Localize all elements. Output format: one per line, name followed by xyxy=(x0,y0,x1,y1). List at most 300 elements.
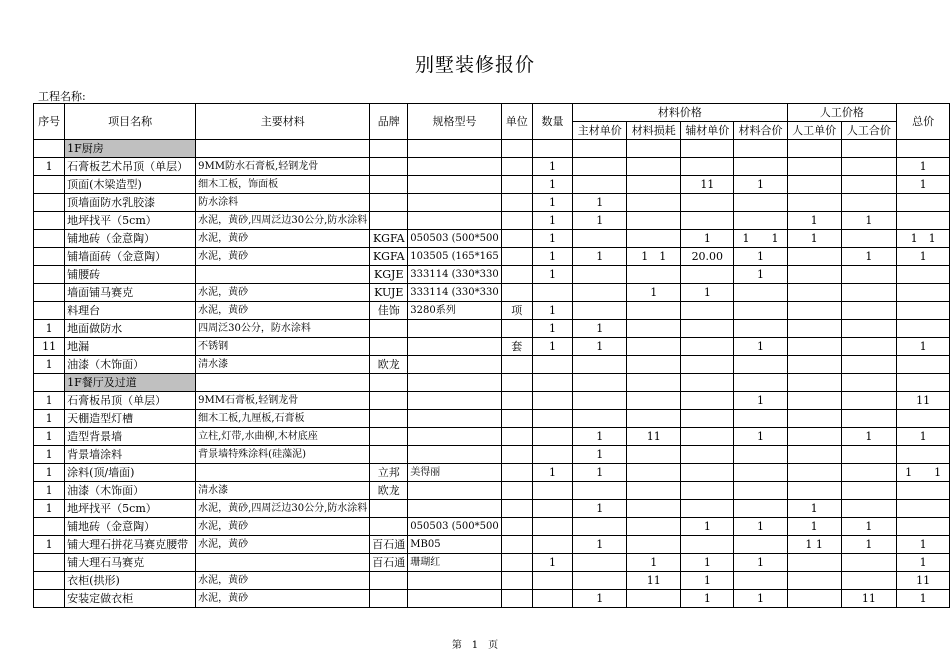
cell-labor-price xyxy=(787,338,841,356)
cell-material-loss xyxy=(627,302,681,320)
cell-seq xyxy=(34,572,65,590)
cell-item-name: 墙面铺马赛克 xyxy=(65,284,196,302)
cell-aux-material-price xyxy=(681,194,734,212)
cell-seq: 1 xyxy=(34,320,65,338)
cell-item-name: 造型背景墙 xyxy=(65,428,196,446)
cell-labor-subtotal xyxy=(841,140,897,158)
cell-material-subtotal xyxy=(734,464,787,482)
cell-labor-price xyxy=(787,140,841,158)
cell-aux-material-price xyxy=(681,536,734,554)
header-seq: 序号 xyxy=(34,104,65,140)
cell-main-material-price xyxy=(573,230,627,248)
cell-unit xyxy=(501,554,532,572)
cell-spec xyxy=(408,176,501,194)
cell-main-material-price xyxy=(573,356,627,374)
cell-spec xyxy=(408,482,501,500)
cell-unit xyxy=(501,536,532,554)
cell-spec xyxy=(408,140,501,158)
section-row xyxy=(34,140,950,158)
cell-labor-price xyxy=(787,248,841,266)
cell-unit xyxy=(501,518,532,536)
cell-seq: 11 xyxy=(34,338,65,356)
cell-qty: 1 xyxy=(532,230,572,248)
cell-item-name: 1F厨房 xyxy=(65,140,196,158)
cell-material-subtotal xyxy=(734,374,787,392)
cell-seq xyxy=(34,590,65,608)
cell-main-material-price: 1 xyxy=(573,212,627,230)
table-row xyxy=(34,554,950,572)
cell-aux-material-price: 1 xyxy=(681,572,734,590)
cell-material xyxy=(196,374,370,392)
cell-main-material-price: 1 xyxy=(573,338,627,356)
table-row xyxy=(34,518,950,536)
cell-material: 细木工板，饰面板 xyxy=(196,176,370,194)
cell-labor-price xyxy=(787,554,841,572)
cell-seq: 1 xyxy=(34,536,65,554)
cell-material: 水泥，黄砂 xyxy=(196,518,370,536)
cell-total: 1 1 xyxy=(897,230,950,248)
cell-seq: 1 xyxy=(34,392,65,410)
cell-material: 水泥，黄砂 xyxy=(196,230,370,248)
cell-labor-subtotal: 1 xyxy=(841,212,897,230)
cell-item-name: 油漆（木饰面） xyxy=(65,356,196,374)
cell-labor-price xyxy=(787,464,841,482)
cell-qty xyxy=(532,590,572,608)
cell-spec xyxy=(408,428,501,446)
cell-material-loss: 11 xyxy=(627,428,681,446)
cell-main-material-price xyxy=(573,482,627,500)
cell-brand xyxy=(370,572,408,590)
cell-material-subtotal: 1 xyxy=(734,590,787,608)
cell-material: 清水漆 xyxy=(196,482,370,500)
cell-unit xyxy=(501,158,532,176)
cell-seq: 1 xyxy=(34,428,65,446)
cell-qty xyxy=(532,410,572,428)
section-row xyxy=(34,374,950,392)
cell-aux-material-price xyxy=(681,482,734,500)
cell-material-loss: 11 xyxy=(627,572,681,590)
cell-brand: 佳饰 xyxy=(370,302,408,320)
cell-seq xyxy=(34,266,65,284)
cell-qty: 1 xyxy=(532,302,572,320)
cell-item-name: 铺大理石拼花马赛克腰带 xyxy=(65,536,196,554)
cell-item-name: 顶墙面防水乳胶漆 xyxy=(65,194,196,212)
cell-material: 水泥，黄砂 xyxy=(196,536,370,554)
cell-material-loss xyxy=(627,320,681,338)
cell-total: 1 xyxy=(897,176,950,194)
cell-material: 立柱,灯带,水曲柳,木材底座 xyxy=(196,428,370,446)
table-row xyxy=(34,482,950,500)
cell-aux-material-price: 20.00 xyxy=(681,248,734,266)
cell-seq: 1 xyxy=(34,158,65,176)
cell-spec xyxy=(408,320,501,338)
table-row xyxy=(34,500,950,518)
cell-brand: 百石通 xyxy=(370,554,408,572)
header-spec: 规格型号 xyxy=(408,104,501,140)
cell-material xyxy=(196,140,370,158)
cell-material-loss xyxy=(627,410,681,428)
cell-unit xyxy=(501,482,532,500)
header-qty: 数量 xyxy=(532,104,572,140)
table-row xyxy=(34,356,950,374)
cell-material-loss xyxy=(627,464,681,482)
cell-labor-price xyxy=(787,590,841,608)
cell-brand: 欧龙 xyxy=(370,356,408,374)
cell-seq xyxy=(34,374,65,392)
cell-material: 清水漆 xyxy=(196,356,370,374)
cell-material-subtotal xyxy=(734,140,787,158)
cell-brand xyxy=(370,446,408,464)
table-row xyxy=(34,212,950,230)
cell-brand: KGFA xyxy=(370,248,408,266)
cell-item-name: 料理台 xyxy=(65,302,196,320)
cell-item-name: 背景墙涂料 xyxy=(65,446,196,464)
cell-brand xyxy=(370,410,408,428)
cell-total: 1 xyxy=(897,554,950,572)
cell-item-name: 地坪找平（5cm） xyxy=(65,500,196,518)
cell-seq: 1 xyxy=(34,446,65,464)
cell-seq xyxy=(34,248,65,266)
cell-unit xyxy=(501,446,532,464)
header-unit: 单位 xyxy=(501,104,532,140)
cell-brand xyxy=(370,158,408,176)
cell-unit xyxy=(501,230,532,248)
cell-total: 11 xyxy=(897,392,950,410)
cell-brand xyxy=(370,392,408,410)
cell-qty: 1 xyxy=(532,554,572,572)
cell-brand xyxy=(370,500,408,518)
cell-material-loss xyxy=(627,338,681,356)
cell-labor-subtotal xyxy=(841,392,897,410)
cell-labor-subtotal xyxy=(841,554,897,572)
cell-item-name: 涂料(顶/墙面) xyxy=(65,464,196,482)
cell-material: 水泥，黄砂,四周泛边30公分,防水涂料 xyxy=(196,500,370,518)
cell-spec: 050503 (500*500 xyxy=(408,518,501,536)
cell-item-name: 地面做防水 xyxy=(65,320,196,338)
cell-material-loss xyxy=(627,230,681,248)
cell-material-loss xyxy=(627,392,681,410)
cell-material-loss xyxy=(627,266,681,284)
cell-unit xyxy=(501,392,532,410)
cell-brand: 欧龙 xyxy=(370,482,408,500)
cell-seq xyxy=(34,554,65,572)
cell-spec xyxy=(408,158,501,176)
table-row xyxy=(34,338,950,356)
cell-brand xyxy=(370,194,408,212)
cell-material-subtotal xyxy=(734,356,787,374)
cell-unit xyxy=(501,590,532,608)
cell-labor-price xyxy=(787,374,841,392)
cell-total: 1 xyxy=(897,158,950,176)
cell-material-subtotal: 1 xyxy=(734,266,787,284)
table-row xyxy=(34,248,950,266)
cell-item-name: 油漆（木饰面） xyxy=(65,482,196,500)
cell-main-material-price xyxy=(573,554,627,572)
cell-brand xyxy=(370,374,408,392)
cell-unit xyxy=(501,356,532,374)
cell-main-material-price xyxy=(573,518,627,536)
table-row xyxy=(34,158,950,176)
cell-total xyxy=(897,374,950,392)
cell-aux-material-price xyxy=(681,392,734,410)
cell-labor-price xyxy=(787,410,841,428)
cell-qty xyxy=(532,446,572,464)
cell-labor-price xyxy=(787,572,841,590)
cell-labor-subtotal xyxy=(841,410,897,428)
cell-qty xyxy=(532,140,572,158)
cell-material-loss xyxy=(627,140,681,158)
cell-item-name: 铺墙面砖（金意陶） xyxy=(65,248,196,266)
table-row xyxy=(34,410,950,428)
cell-main-material-price xyxy=(573,374,627,392)
table-row xyxy=(34,320,950,338)
cell-qty xyxy=(532,374,572,392)
cell-seq xyxy=(34,176,65,194)
header-material-loss: 材料损耗 xyxy=(627,122,681,140)
cell-spec: 美得丽 xyxy=(408,464,501,482)
cell-main-material-price xyxy=(573,410,627,428)
table-row xyxy=(34,590,950,608)
cell-total xyxy=(897,140,950,158)
cell-labor-price xyxy=(787,356,841,374)
cell-main-material-price: 1 xyxy=(573,248,627,266)
cell-qty: 1 xyxy=(532,176,572,194)
cell-labor-price xyxy=(787,158,841,176)
table-row xyxy=(34,194,950,212)
project-name-label: 工程名称: xyxy=(38,90,86,103)
cell-main-material-price: 1 xyxy=(573,446,627,464)
cell-qty: 1 xyxy=(532,266,572,284)
cell-item-name: 铺地砖（金意陶） xyxy=(65,230,196,248)
cell-labor-price xyxy=(787,266,841,284)
cell-qty: 1 xyxy=(532,194,572,212)
cell-main-material-price xyxy=(573,572,627,590)
cell-main-material-price: 1 xyxy=(573,590,627,608)
cell-main-material-price xyxy=(573,158,627,176)
header-labor-price: 人工价格 xyxy=(787,104,897,122)
cell-material-subtotal xyxy=(734,536,787,554)
cell-main-material-price xyxy=(573,140,627,158)
cell-qty xyxy=(532,572,572,590)
cell-seq: 1 xyxy=(34,482,65,500)
cell-item-name: 顶面(木梁造型) xyxy=(65,176,196,194)
cell-item-name: 天棚造型灯槽 xyxy=(65,410,196,428)
cell-seq xyxy=(34,230,65,248)
cell-spec xyxy=(408,194,501,212)
cell-material-subtotal: 1 xyxy=(734,248,787,266)
cell-aux-material-price xyxy=(681,428,734,446)
cell-aux-material-price: 1 xyxy=(681,518,734,536)
cell-labor-price xyxy=(787,320,841,338)
cell-material-subtotal xyxy=(734,212,787,230)
cell-material-loss: 1 xyxy=(627,554,681,572)
cell-aux-material-price xyxy=(681,374,734,392)
cell-labor-price: 1 xyxy=(787,230,841,248)
cell-seq xyxy=(34,212,65,230)
header-labor-subtotal: 人工合价 xyxy=(841,122,897,140)
cell-aux-material-price xyxy=(681,158,734,176)
cell-labor-subtotal xyxy=(841,302,897,320)
table-row xyxy=(34,302,950,320)
cell-labor-subtotal xyxy=(841,320,897,338)
cell-labor-subtotal xyxy=(841,500,897,518)
cell-total: 1 xyxy=(897,590,950,608)
cell-unit xyxy=(501,500,532,518)
cell-material-loss: 1 xyxy=(627,284,681,302)
cell-labor-price xyxy=(787,194,841,212)
cell-brand xyxy=(370,338,408,356)
cell-labor-subtotal xyxy=(841,158,897,176)
table-row xyxy=(34,428,950,446)
cell-brand xyxy=(370,428,408,446)
cell-material-subtotal xyxy=(734,284,787,302)
cell-material-loss xyxy=(627,374,681,392)
cell-item-name: 地坪找平（5cm） xyxy=(65,212,196,230)
cell-qty xyxy=(532,536,572,554)
cell-material: 水泥，黄砂 xyxy=(196,248,370,266)
header-material-subtotal: 材料合价 xyxy=(734,122,787,140)
table-row xyxy=(34,176,950,194)
cell-aux-material-price xyxy=(681,302,734,320)
cell-spec xyxy=(408,338,501,356)
cell-seq xyxy=(34,518,65,536)
cell-main-material-price xyxy=(573,266,627,284)
cell-seq: 1 xyxy=(34,410,65,428)
header-brand: 品牌 xyxy=(370,104,408,140)
cell-labor-subtotal xyxy=(841,482,897,500)
cell-spec xyxy=(408,356,501,374)
cell-labor-subtotal xyxy=(841,230,897,248)
cell-main-material-price: 1 xyxy=(573,500,627,518)
cell-seq: 1 xyxy=(34,500,65,518)
cell-qty xyxy=(532,500,572,518)
cell-main-material-price xyxy=(573,176,627,194)
cell-aux-material-price xyxy=(681,500,734,518)
cell-aux-material-price: 1 xyxy=(681,284,734,302)
cell-spec: 333114 (330*330 xyxy=(408,284,501,302)
cell-aux-material-price xyxy=(681,338,734,356)
cell-material-subtotal xyxy=(734,500,787,518)
cell-material-loss xyxy=(627,482,681,500)
cell-material xyxy=(196,266,370,284)
cell-qty: 1 xyxy=(532,212,572,230)
cell-labor-subtotal xyxy=(841,446,897,464)
cell-material-loss xyxy=(627,194,681,212)
cell-material: 背景墙特殊涂料(硅藻泥) xyxy=(196,446,370,464)
cell-item-name: 1F餐厅及过道 xyxy=(65,374,196,392)
cell-aux-material-price xyxy=(681,320,734,338)
table-row xyxy=(34,536,950,554)
header-main-material-unit-price: 主材单价 xyxy=(573,122,627,140)
cell-aux-material-price: 1 xyxy=(681,230,734,248)
cell-spec: 珊瑚红 xyxy=(408,554,501,572)
cell-aux-material-price: 11 xyxy=(681,176,734,194)
table-row xyxy=(34,446,950,464)
cell-main-material-price: 1 xyxy=(573,536,627,554)
cell-material-subtotal xyxy=(734,158,787,176)
cell-total xyxy=(897,302,950,320)
cell-qty: 1 xyxy=(532,320,572,338)
cell-material-subtotal: 1 xyxy=(734,428,787,446)
cell-material-subtotal xyxy=(734,482,787,500)
cell-main-material-price xyxy=(573,302,627,320)
quote-table-body xyxy=(34,140,950,608)
cell-item-name: 地漏 xyxy=(65,338,196,356)
cell-total xyxy=(897,356,950,374)
cell-labor-subtotal xyxy=(841,338,897,356)
cell-brand xyxy=(370,140,408,158)
cell-labor-subtotal: 1 xyxy=(841,428,897,446)
cell-labor-price: 1 xyxy=(787,518,841,536)
cell-unit xyxy=(501,284,532,302)
cell-spec xyxy=(408,212,501,230)
cell-material-loss xyxy=(627,500,681,518)
cell-brand: 百石通 xyxy=(370,536,408,554)
cell-unit xyxy=(501,266,532,284)
cell-labor-subtotal: 11 xyxy=(841,590,897,608)
cell-unit: 套 xyxy=(501,338,532,356)
cell-qty xyxy=(532,356,572,374)
cell-spec: 3280系列 xyxy=(408,302,501,320)
cell-spec xyxy=(408,500,501,518)
cell-material-loss: 1 1 xyxy=(627,248,681,266)
cell-material: 水泥，黄砂 xyxy=(196,302,370,320)
cell-spec xyxy=(408,572,501,590)
cell-qty xyxy=(532,392,572,410)
cell-material: 不锈钢 xyxy=(196,338,370,356)
cell-spec: 333114 (330*330 xyxy=(408,266,501,284)
cell-labor-price: 1 1 xyxy=(787,536,841,554)
header-labor-unit-price: 人工单价 xyxy=(787,122,841,140)
cell-labor-subtotal xyxy=(841,176,897,194)
cell-aux-material-price: 1 xyxy=(681,590,734,608)
table-row xyxy=(34,572,950,590)
cell-material-subtotal xyxy=(734,572,787,590)
cell-total: 1 1 xyxy=(897,464,950,482)
cell-unit xyxy=(501,140,532,158)
cell-total: 1 xyxy=(897,248,950,266)
cell-unit xyxy=(501,176,532,194)
cell-total xyxy=(897,482,950,500)
cell-brand xyxy=(370,518,408,536)
header-total: 总价 xyxy=(897,104,950,140)
cell-unit xyxy=(501,212,532,230)
cell-labor-price xyxy=(787,284,841,302)
cell-material: 四周泛30公分，防水涂料 xyxy=(196,320,370,338)
cell-brand xyxy=(370,320,408,338)
cell-main-material-price: 1 xyxy=(573,320,627,338)
cell-item-name: 铺大理石马赛克 xyxy=(65,554,196,572)
cell-material-loss xyxy=(627,356,681,374)
header-material-price: 材料价格 xyxy=(573,104,787,122)
cell-brand xyxy=(370,212,408,230)
cell-material: 9MM防水石膏板,轻钢龙骨 xyxy=(196,158,370,176)
cell-material: 9MM石膏板,轻钢龙骨 xyxy=(196,392,370,410)
cell-labor-subtotal xyxy=(841,374,897,392)
cell-labor-price xyxy=(787,302,841,320)
cell-seq: 1 xyxy=(34,464,65,482)
cell-qty xyxy=(532,428,572,446)
cell-material-subtotal xyxy=(734,302,787,320)
cell-total: 1 xyxy=(897,536,950,554)
cell-labor-subtotal: 1 xyxy=(841,518,897,536)
cell-material-loss xyxy=(627,212,681,230)
cell-spec xyxy=(408,410,501,428)
cell-unit xyxy=(501,428,532,446)
cell-material-subtotal xyxy=(734,446,787,464)
cell-item-name: 衣柜(拱形) xyxy=(65,572,196,590)
cell-material-loss xyxy=(627,446,681,464)
